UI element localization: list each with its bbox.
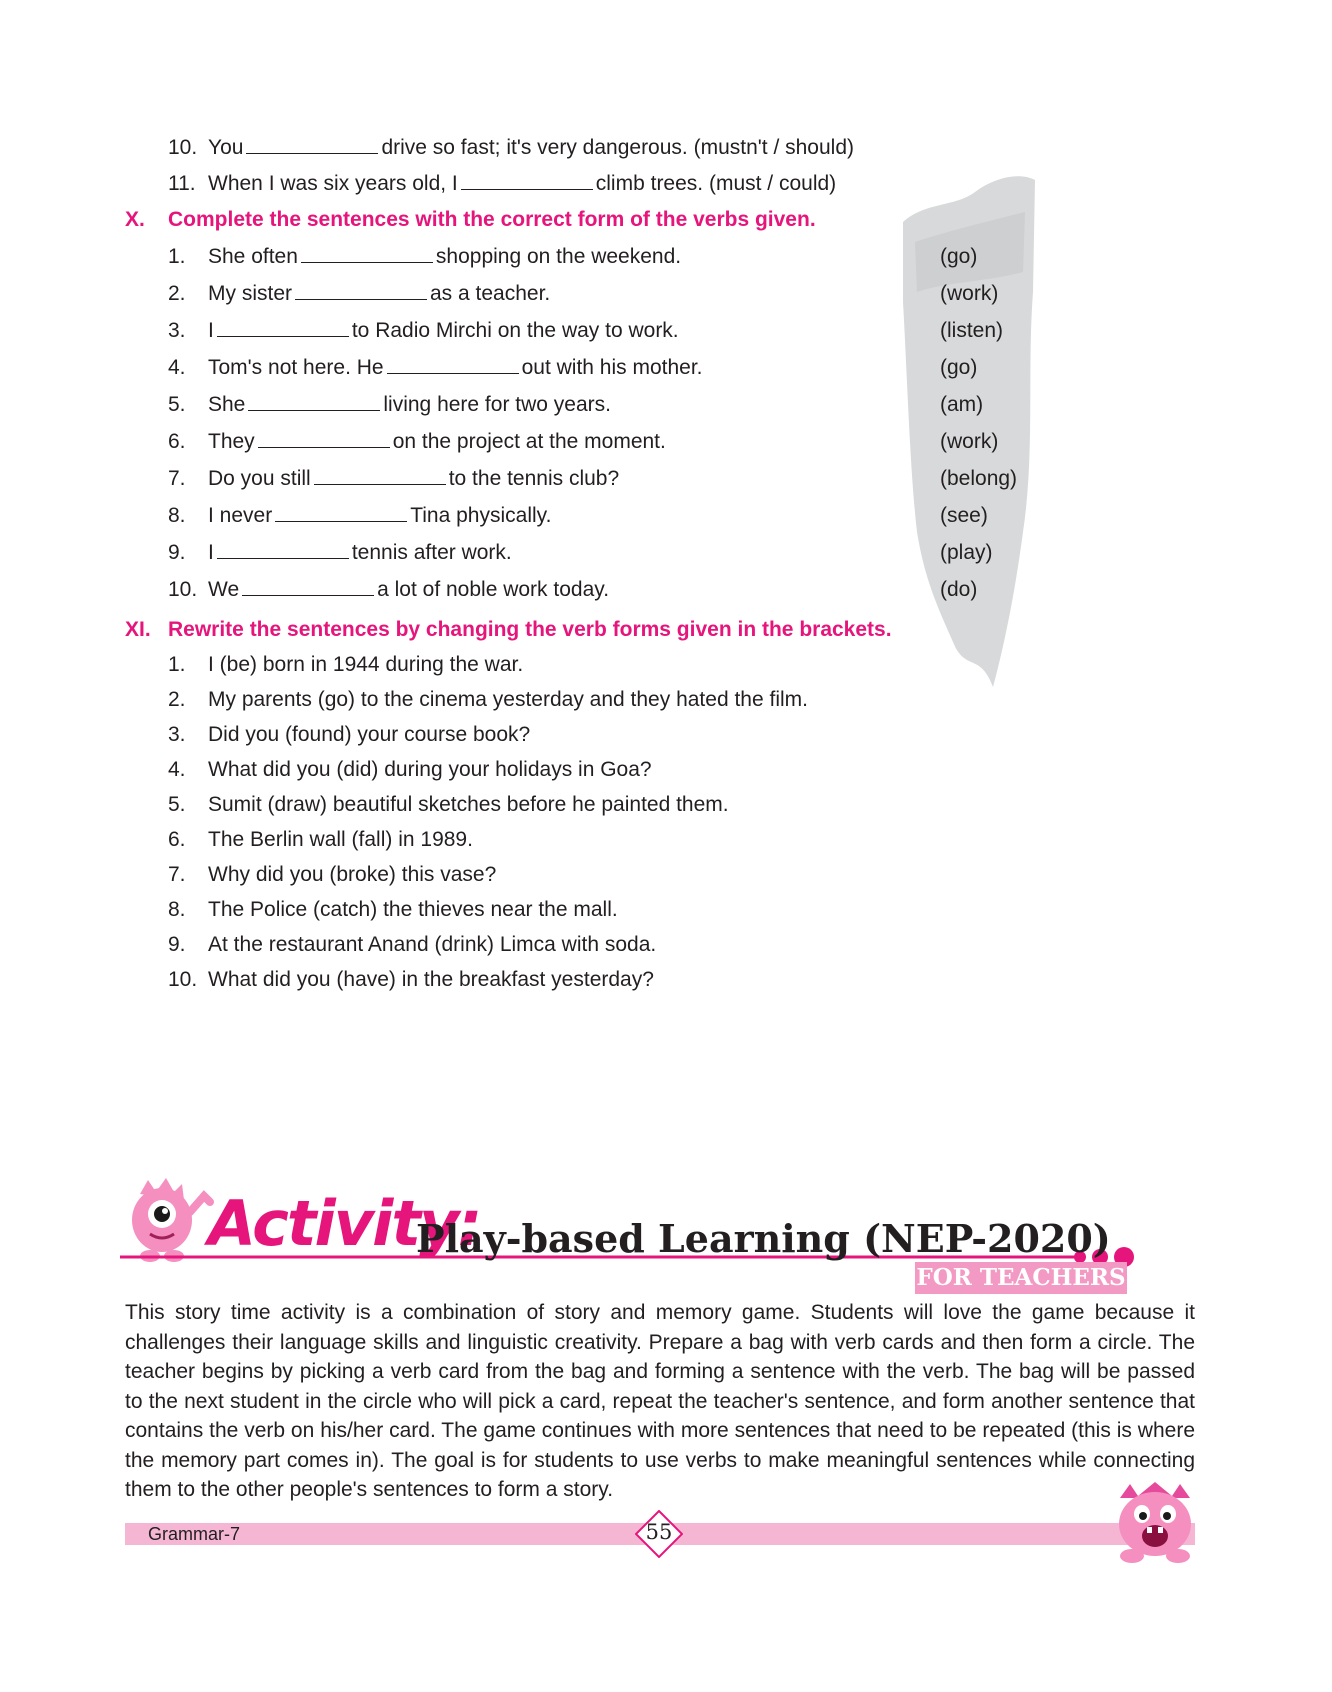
verb-hint: (go): [940, 356, 978, 379]
activity-subtitle: Play-based Learning (NEP-2020): [416, 1216, 1111, 1261]
section-xi-heading: XI. Rewrite the sentences by changing the verb forms given in the brackets.: [125, 618, 892, 641]
answer-blank[interactable]: [242, 577, 374, 596]
activity-title: Activity:: [208, 1187, 481, 1260]
book-title: Grammar-7: [148, 1524, 241, 1544]
page-number: 55: [645, 1520, 673, 1544]
for-teachers-badge: FOR TEACHERS: [915, 1262, 1127, 1294]
verb-hint: (play): [940, 541, 993, 564]
monster-mascot-icon: [132, 1178, 210, 1262]
activity-paragraph: This story time activity is a combination of story and memory game. Students will love the game because it challenges their language skills and linguistic creativity. Prepare a bag with verb cards and then form a circle. The teacher begins by picking a verb card from the bag and forming a sentence with the verb. The bag will be passed to the next student in the circle who will pick a card, repeat the teacher's sentence, and form another sentence that contains the verb on his/her card. The game continues with more sentences that need to be repeated (this is where the memory part comes in). The goal is for students to use verbs to make meaningful sentences while connecting them to the other people's sentences to form a story.: [125, 1301, 1195, 1501]
verb-hint: (belong): [940, 467, 1018, 490]
answer-blank[interactable]: [301, 244, 433, 263]
verb-hint: (go): [940, 245, 978, 268]
answer-blank[interactable]: [275, 503, 407, 522]
verb-hint: (work): [940, 282, 999, 305]
answer-blank[interactable]: [295, 281, 427, 300]
answer-blank[interactable]: [248, 392, 380, 411]
section-x-heading: X. Complete the sentences with the correct form of the verbs given.: [125, 208, 816, 231]
item-number: 10.: [168, 136, 198, 159]
item-number: 11.: [168, 172, 196, 195]
answer-blank[interactable]: [314, 466, 446, 485]
verb-hint: (am): [940, 393, 984, 416]
answer-blank[interactable]: [246, 135, 378, 154]
answer-blank[interactable]: [217, 540, 349, 559]
answer-blank[interactable]: [258, 429, 390, 448]
answer-blank[interactable]: [387, 355, 519, 374]
verb-hint: (do): [940, 578, 978, 601]
answer-blank[interactable]: [461, 171, 593, 190]
answer-blank[interactable]: [217, 318, 349, 337]
verb-hint: (see): [940, 504, 988, 527]
verb-hint: (work): [940, 430, 999, 453]
verb-hint: (listen): [940, 319, 1004, 342]
footer-monster-icon: [1110, 1478, 1200, 1568]
